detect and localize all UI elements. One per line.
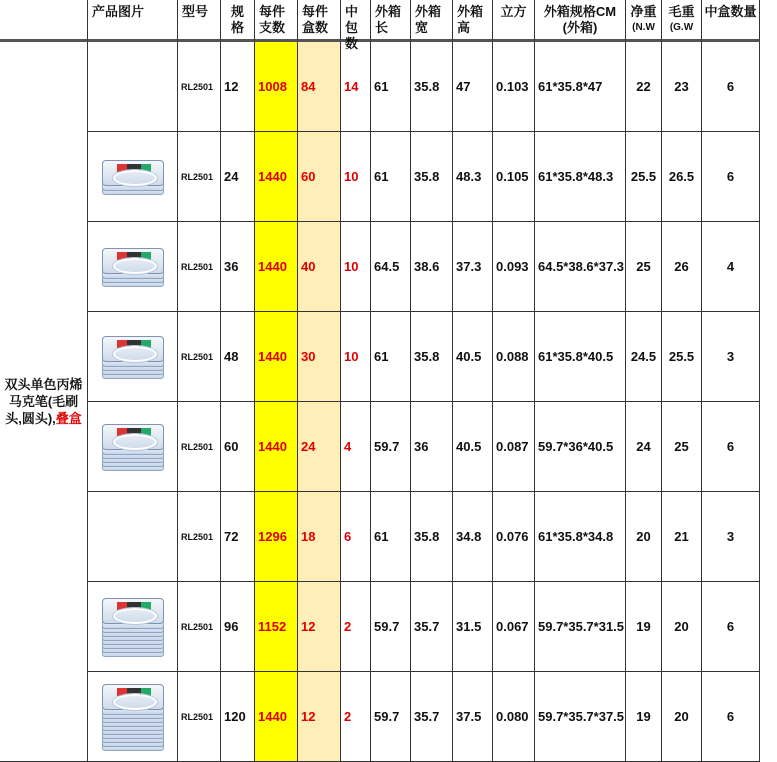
row-8-cbm: 0.080: [493, 672, 535, 762]
row-2-pcs: 1440: [255, 132, 298, 222]
row-8-gw: 20: [662, 672, 702, 762]
row-5-pcs: 1440: [255, 402, 298, 492]
row-5-boxes: 24: [298, 402, 341, 492]
header-outer-width: 外箱宽: [411, 0, 453, 42]
row-6-gw: 21: [662, 492, 702, 582]
header-pcs-per-carton: 每件支数: [255, 0, 298, 42]
row-7-wid: 35.7: [411, 582, 453, 672]
row-8-wid: 35.7: [411, 672, 453, 762]
row-7-hgt: 31.5: [453, 582, 493, 672]
row-4-hgt: 40.5: [453, 312, 493, 402]
row-2-mid: 10: [341, 132, 371, 222]
row-1-midqty: 6: [702, 42, 760, 132]
row-2-size: 61*35.8*48.3: [535, 132, 626, 222]
row-8-midqty: 6: [702, 672, 760, 762]
header-model: 型号: [178, 0, 221, 42]
row-7-spec: 96: [221, 582, 255, 672]
row-4-cbm: 0.088: [493, 312, 535, 402]
header-middle-pack: 中包数: [341, 0, 371, 42]
header-net-weight: 净重 (N.W: [626, 0, 662, 42]
row-1-mid: 14: [341, 42, 371, 132]
row-2-nw: 25.5: [626, 132, 662, 222]
row-8-len: 59.7: [371, 672, 411, 762]
row-3-spec: 36: [221, 222, 255, 312]
row-8-pcs: 1440: [255, 672, 298, 762]
product-image-cell: [88, 312, 178, 402]
product-image-cell: [88, 582, 178, 672]
row-3-len: 64.5: [371, 222, 411, 312]
row-7-pcs: 1152: [255, 582, 298, 672]
product-image-cell: [88, 672, 178, 762]
row-5-midqty: 6: [702, 402, 760, 492]
product-name-stack-box: 叠盒: [55, 411, 82, 426]
row-3-cbm: 0.093: [493, 222, 535, 312]
row-3-boxes: 40: [298, 222, 341, 312]
product-image-cell: [88, 402, 178, 492]
row-2-wid: 35.8: [411, 132, 453, 222]
row-3-nw: 25: [626, 222, 662, 312]
row-2-spec: 24: [221, 132, 255, 222]
header-middle-box-qty: 中盒数量: [702, 0, 760, 42]
row-8-hgt: 37.5: [453, 672, 493, 762]
stacked-box-image: [102, 160, 164, 194]
row-5-cbm: 0.087: [493, 402, 535, 492]
row-6-model: RL2501: [178, 492, 221, 582]
row-3-gw: 26: [662, 222, 702, 312]
row-4-nw: 24.5: [626, 312, 662, 402]
row-5-nw: 24: [626, 402, 662, 492]
row-7-len: 59.7: [371, 582, 411, 672]
row-1-size: 61*35.8*47: [535, 42, 626, 132]
row-4-pcs: 1440: [255, 312, 298, 402]
row-7-boxes: 12: [298, 582, 341, 672]
row-2-gw: 26.5: [662, 132, 702, 222]
product-name-cell: [0, 42, 88, 762]
row-8-boxes: 12: [298, 672, 341, 762]
row-2-model: RL2501: [178, 132, 221, 222]
row-7-model: RL2501: [178, 582, 221, 672]
row-5-spec: 60: [221, 402, 255, 492]
product-image-cell: [88, 492, 178, 582]
row-8-model: RL2501: [178, 672, 221, 762]
row-1-cbm: 0.103: [493, 42, 535, 132]
row-3-mid: 10: [341, 222, 371, 312]
row-5-model: RL2501: [178, 402, 221, 492]
row-4-gw: 25.5: [662, 312, 702, 402]
row-7-nw: 19: [626, 582, 662, 672]
row-5-wid: 36: [411, 402, 453, 492]
row-3-hgt: 37.3: [453, 222, 493, 312]
row-6-nw: 20: [626, 492, 662, 582]
row-8-spec: 120: [221, 672, 255, 762]
row-2-len: 61: [371, 132, 411, 222]
row-6-pcs: 1296: [255, 492, 298, 582]
row-2-cbm: 0.105: [493, 132, 535, 222]
row-8-nw: 19: [626, 672, 662, 762]
stacked-box-image: [102, 684, 164, 750]
row-7-midqty: 6: [702, 582, 760, 672]
header-spec: 规格: [221, 0, 255, 42]
row-3-size: 64.5*38.6*37.3: [535, 222, 626, 312]
row-4-boxes: 30: [298, 312, 341, 402]
row-1-model: RL2501: [178, 42, 221, 132]
row-1-pcs: 1008: [255, 42, 298, 132]
row-5-size: 59.7*36*40.5: [535, 402, 626, 492]
row-3-wid: 38.6: [411, 222, 453, 312]
row-1-spec: 12: [221, 42, 255, 132]
row-4-model: RL2501: [178, 312, 221, 402]
row-6-len: 61: [371, 492, 411, 582]
row-3-pcs: 1440: [255, 222, 298, 312]
row-8-mid: 2: [341, 672, 371, 762]
header-outer-height: 外箱高: [453, 0, 493, 42]
header-outer-size: 外箱规格CM (外箱): [535, 0, 626, 42]
row-1-len: 61: [371, 42, 411, 132]
row-6-midqty: 3: [702, 492, 760, 582]
row-4-mid: 10: [341, 312, 371, 402]
stacked-box-image: [102, 248, 164, 286]
stacked-box-image: [102, 598, 164, 656]
row-6-size: 61*35.8*34.8: [535, 492, 626, 582]
stacked-box-image: [102, 336, 164, 378]
row-3-midqty: 4: [702, 222, 760, 312]
row-8-size: 59.7*35.7*37.5: [535, 672, 626, 762]
row-7-mid: 2: [341, 582, 371, 672]
row-3-model: RL2501: [178, 222, 221, 312]
row-4-wid: 35.8: [411, 312, 453, 402]
row-1-hgt: 47: [453, 42, 493, 132]
row-6-mid: 6: [341, 492, 371, 582]
row-4-midqty: 3: [702, 312, 760, 402]
product-image-cell: [88, 42, 178, 132]
product-name: 双头单色丙烯马克笔(毛刷头,圆头),: [4, 377, 83, 426]
header-cbm: 立方: [493, 0, 535, 42]
product-image-cell: [88, 222, 178, 312]
row-5-hgt: 40.5: [453, 402, 493, 492]
row-2-hgt: 48.3: [453, 132, 493, 222]
row-4-size: 61*35.8*40.5: [535, 312, 626, 402]
product-image-cell: [88, 132, 178, 222]
row-6-wid: 35.8: [411, 492, 453, 582]
header-gross-weight: 毛重 (G.W: [662, 0, 702, 42]
header-blank: [0, 0, 88, 42]
row-5-len: 59.7: [371, 402, 411, 492]
row-7-gw: 20: [662, 582, 702, 672]
row-4-spec: 48: [221, 312, 255, 402]
row-1-wid: 35.8: [411, 42, 453, 132]
row-6-spec: 72: [221, 492, 255, 582]
row-5-gw: 25: [662, 402, 702, 492]
row-7-size: 59.7*35.7*31.5: [535, 582, 626, 672]
row-2-midqty: 6: [702, 132, 760, 222]
row-2-boxes: 60: [298, 132, 341, 222]
row-7-cbm: 0.067: [493, 582, 535, 672]
row-6-boxes: 18: [298, 492, 341, 582]
stacked-box-image: [102, 424, 164, 470]
row-6-cbm: 0.076: [493, 492, 535, 582]
header-image: 产品图片: [88, 0, 178, 42]
row-1-nw: 22: [626, 42, 662, 132]
row-5-mid: 4: [341, 402, 371, 492]
row-4-len: 61: [371, 312, 411, 402]
header-boxes-per-carton: 每件盒数: [298, 0, 341, 42]
row-1-gw: 23: [662, 42, 702, 132]
header-outer-length: 外箱长: [371, 0, 411, 42]
row-1-boxes: 84: [298, 42, 341, 132]
row-6-hgt: 34.8: [453, 492, 493, 582]
